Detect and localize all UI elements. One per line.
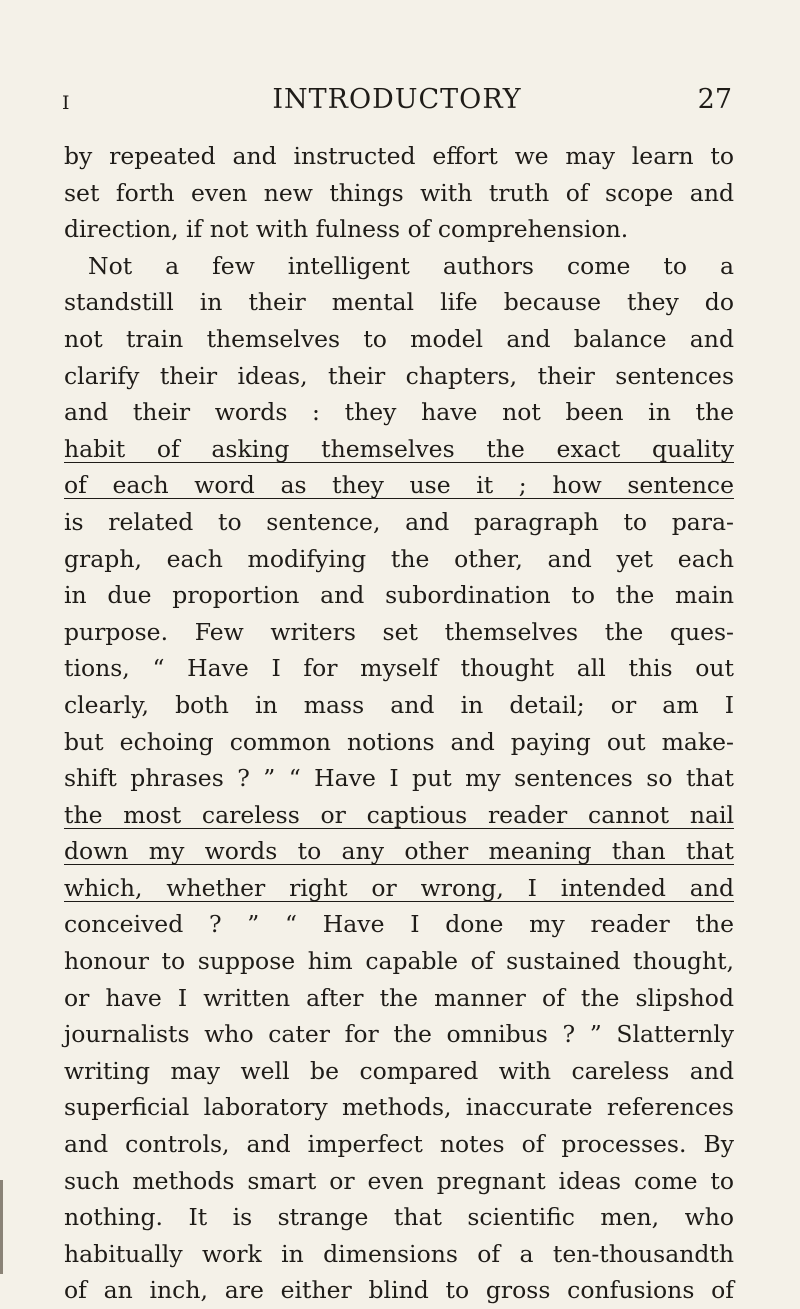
running-title: INTRODUCTORY [272, 84, 522, 115]
text-line-underlined: of each word as they use it ; how sentence [64, 471, 734, 500]
text-line: standstill in their mental life because they do [64, 288, 734, 317]
text-line: Not a few intelligent authors come to a [88, 251, 734, 280]
body-text [64, 138, 734, 1309]
text-line: purpose. Few writers set themselves the ques- [64, 617, 734, 646]
text-line: clarify their ideas, their chapters, their sentences [64, 361, 734, 390]
scan-margin-line [0, 1180, 3, 1274]
chapter-mark: I [62, 92, 70, 114]
text-line: habitually work in dimensions of a ten-thousandth [64, 1239, 734, 1268]
text-line-underlined: which, whether right or wrong, I intended and [64, 873, 734, 902]
text-line: clearly, both in mass and in detail; or am I [64, 690, 734, 719]
text-line: not train themselves to model and balance and [64, 324, 734, 353]
text-line: in due proportion and subordination to the main [64, 581, 734, 610]
text-line-underlined: the most careless or captious reader cannot nail [64, 800, 734, 829]
text-line-underlined: habit of asking themselves the exact quality [64, 434, 734, 463]
running-header [62, 84, 732, 124]
text-line: by repeated and instructed effort we may learn to [64, 142, 734, 170]
text-line: tions, “ Have I for myself thought all this out [64, 654, 734, 683]
text-line: honour to suppose him capable of sustained thought, [64, 947, 734, 976]
text-line: graph, each modifying the other, and yet each [64, 544, 734, 573]
text-line: and their words : they have not been in the [64, 398, 734, 427]
text-line: or have I written after the manner of the slipshod [64, 983, 734, 1012]
text-line: shift phrases ? ” “ Have I put my sentences so that [64, 764, 734, 793]
text-line-underlined: down my words to any other meaning than that [64, 837, 734, 866]
text-line: but echoing common notions and paying out make- [64, 727, 734, 756]
text-line: direction, if not with fulness of comprehension. [64, 215, 629, 244]
text-line: set forth even new things with truth of scope and [64, 178, 734, 207]
text-line: superficial laboratory methods, inaccurate references [64, 1093, 734, 1122]
text-line: nothing. It is strange that scientific men, who [64, 1203, 734, 1232]
text-line: journalists who cater for the omnibus ? ” Slatternly [64, 1020, 734, 1049]
text-line: of an inch, are either blind to gross confusions of [64, 1276, 734, 1305]
text-line: is related to sentence, and paragraph to para- [64, 507, 734, 536]
text-line: writing may well be compared with careless and [64, 1056, 734, 1085]
text-line: and controls, and imperfect notes of processes. By [64, 1130, 734, 1159]
text-line: such methods smart or even pregnant ideas come to [64, 1166, 734, 1195]
text-line: conceived ? ” “ Have I done my reader the [64, 910, 734, 939]
page-number: 27 [697, 84, 732, 115]
